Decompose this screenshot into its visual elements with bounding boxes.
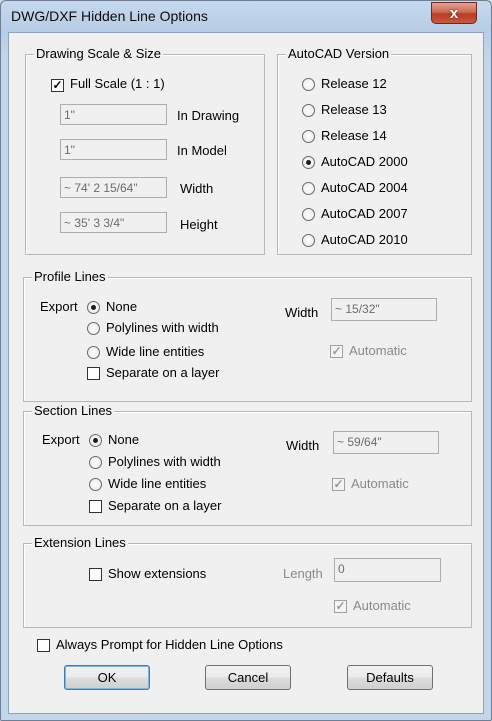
profile-separate-label: Separate on a layer bbox=[106, 365, 220, 380]
section-radio-polylines[interactable] bbox=[89, 456, 102, 469]
dialog-client-area bbox=[8, 32, 484, 714]
radio-release-14[interactable] bbox=[302, 130, 315, 143]
profile-lines-group bbox=[23, 269, 472, 402]
section-export-label: Export bbox=[42, 432, 80, 447]
profile-lines-legend: Profile Lines bbox=[34, 269, 106, 284]
check-icon: ✓ bbox=[335, 599, 346, 613]
radio-selected-dot bbox=[93, 438, 98, 443]
extension-lines-legend: Extension Lines bbox=[34, 535, 126, 550]
extension-automatic-checkbox[interactable] bbox=[334, 600, 347, 613]
section-radio-wide-line[interactable] bbox=[89, 478, 102, 491]
section-automatic-checkbox[interactable] bbox=[332, 478, 345, 491]
width-field[interactable]: ~ 74' 2 15/64" bbox=[60, 177, 167, 198]
radio-release-12[interactable] bbox=[302, 78, 315, 91]
height-field[interactable]: ~ 35' 3 3/4" bbox=[60, 212, 167, 233]
in-drawing-label: In Drawing bbox=[177, 108, 240, 123]
in-drawing-field[interactable]: 1" bbox=[60, 104, 167, 125]
section-option-polylines: Polylines with width bbox=[108, 454, 221, 469]
option-release-13: Release 13 bbox=[321, 102, 387, 117]
window-title: DWG/DXF Hidden Line Options bbox=[11, 8, 208, 24]
radio-autocad-2000[interactable] bbox=[302, 156, 315, 169]
defaults-button[interactable]: Defaults bbox=[347, 665, 433, 690]
profile-width-field[interactable]: ~ 15/32" bbox=[331, 298, 437, 321]
section-automatic-label: Automatic bbox=[351, 476, 409, 491]
option-autocad-2000: AutoCAD 2000 bbox=[321, 154, 408, 169]
profile-radio-polylines[interactable] bbox=[87, 322, 100, 335]
profile-radio-wide-line[interactable] bbox=[87, 346, 100, 359]
section-separate-label: Separate on a layer bbox=[108, 498, 222, 513]
section-lines-group bbox=[23, 403, 472, 526]
drawing-scale-group bbox=[25, 46, 265, 255]
check-icon: ✓ bbox=[52, 78, 63, 92]
option-release-14: Release 14 bbox=[321, 128, 387, 143]
show-extensions-checkbox[interactable] bbox=[89, 568, 102, 581]
autocad-version-legend: AutoCAD Version bbox=[288, 46, 390, 61]
radio-autocad-2004[interactable] bbox=[302, 182, 315, 195]
profile-automatic-label: Automatic bbox=[349, 343, 407, 358]
in-model-label: In Model bbox=[177, 143, 227, 158]
close-button[interactable] bbox=[431, 2, 477, 24]
height-label: Height bbox=[180, 217, 218, 232]
autocad-version-group bbox=[277, 46, 472, 255]
option-autocad-2004: AutoCAD 2004 bbox=[321, 180, 408, 195]
radio-release-13[interactable] bbox=[302, 104, 315, 117]
option-autocad-2010: AutoCAD 2010 bbox=[321, 232, 408, 247]
profile-width-label: Width bbox=[285, 305, 319, 320]
section-width-label: Width bbox=[286, 438, 320, 453]
always-prompt-label: Always Prompt for Hidden Line Options bbox=[56, 637, 283, 652]
radio-selected-dot bbox=[91, 305, 96, 310]
ok-button[interactable]: OK bbox=[64, 665, 150, 690]
section-option-none: None bbox=[108, 432, 140, 447]
profile-automatic-checkbox[interactable] bbox=[330, 345, 343, 358]
show-extensions-label: Show extensions bbox=[108, 566, 207, 581]
title-bar[interactable] bbox=[1, 1, 491, 33]
cancel-button[interactable]: Cancel bbox=[205, 665, 291, 690]
always-prompt-checkbox[interactable] bbox=[37, 639, 50, 652]
check-icon: ✓ bbox=[333, 477, 344, 491]
full-scale-label: Full Scale (1 : 1) bbox=[70, 76, 165, 91]
option-autocad-2007: AutoCAD 2007 bbox=[321, 206, 408, 221]
section-width-field[interactable]: ~ 59/64" bbox=[333, 431, 439, 454]
profile-option-polylines: Polylines with width bbox=[106, 320, 219, 335]
full-scale-checkbox[interactable] bbox=[51, 79, 64, 92]
profile-export-label: Export bbox=[40, 299, 78, 314]
profile-option-none: None bbox=[106, 299, 138, 314]
section-separate-checkbox[interactable] bbox=[89, 500, 102, 513]
section-option-wide-line: Wide line entities bbox=[108, 476, 207, 491]
extension-automatic-label: Automatic bbox=[353, 598, 411, 613]
extension-lines-group bbox=[23, 535, 472, 628]
profile-radio-none[interactable] bbox=[87, 301, 100, 314]
width-label: Width bbox=[180, 181, 214, 196]
length-field[interactable]: 0 bbox=[334, 558, 441, 582]
close-icon: x bbox=[449, 4, 459, 22]
option-release-12: Release 12 bbox=[321, 76, 387, 91]
profile-option-wide-line: Wide line entities bbox=[106, 344, 205, 359]
check-icon: ✓ bbox=[331, 344, 342, 358]
radio-autocad-2010[interactable] bbox=[302, 234, 315, 247]
in-model-field[interactable]: 1" bbox=[60, 139, 167, 160]
drawing-scale-legend: Drawing Scale & Size bbox=[36, 46, 161, 61]
profile-separate-checkbox[interactable] bbox=[87, 367, 100, 380]
length-label: Length bbox=[283, 566, 323, 581]
radio-selected-dot bbox=[306, 160, 311, 165]
section-radio-none[interactable] bbox=[89, 434, 102, 447]
radio-autocad-2007[interactable] bbox=[302, 208, 315, 221]
section-lines-legend: Section Lines bbox=[34, 403, 113, 418]
